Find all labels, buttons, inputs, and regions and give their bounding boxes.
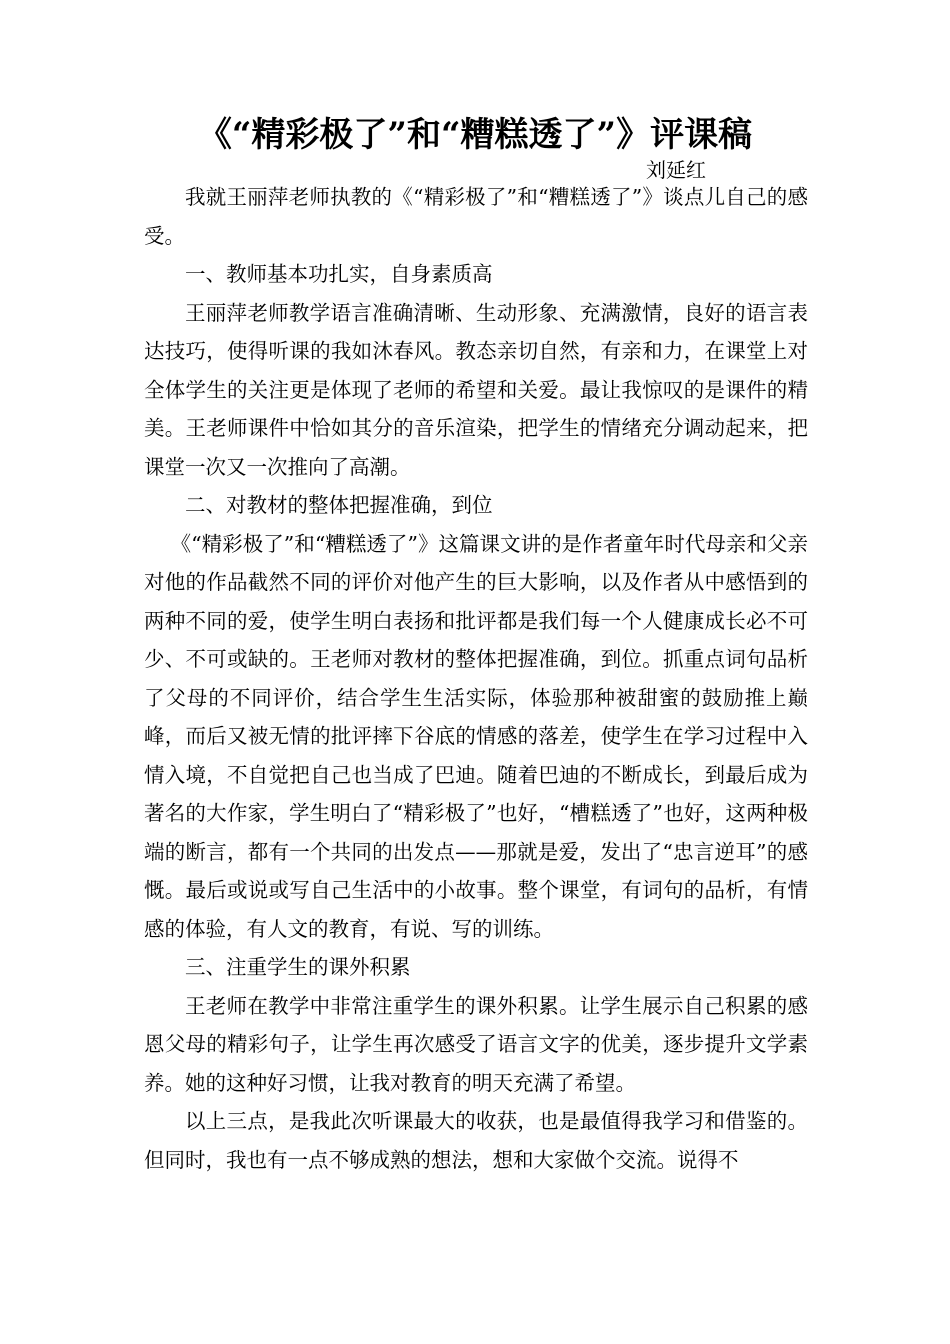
document-title: 《“精彩极了”和“糟糕透了”》评课稿 bbox=[197, 115, 753, 155]
section-heading-1: 一、教师基本功扎实，自身素质高 bbox=[185, 262, 493, 286]
section-heading-3: 三、注重学生的课外积累 bbox=[185, 955, 411, 979]
paragraph-intro: 我就王丽萍老师执教的《“精彩极了”和“糟糕透了”》谈点儿自己的感受。 bbox=[144, 185, 808, 248]
section-heading-2: 二、对教材的整体把握准确，到位 bbox=[185, 493, 493, 517]
author-name: 刘延红 bbox=[646, 158, 706, 182]
paragraph-conclusion: 以上三点，是我此次听课最大的收获，也是最值得我学习和借鉴的。但同时，我也有一点不够成熟的想法，想和大家做个交流。说得不 bbox=[144, 1109, 808, 1172]
document-body bbox=[144, 178, 808, 1179]
paragraph-section-2: 《“精彩极了”和“糟糕透了”》这篇课文讲的是作者童年时代母亲和父亲对他的作品截然不同的评价对他产生的巨大影响，以及作者从中感悟到的两种不同的爱，使学生明白表扬和批评都是我们每一个人健康成长必不可少、不可或缺的。王老师对教材的整体把握准确，到位。抓重点词句品析了父母的不同评价，结合学生生活实际，体验那种被甜蜜的鼓励推上巅峰，而后又被无情的批评摔下谷底的情感的落差，使学生在学习过程中入情入境，不自觉把自己也当成了巴迪。随着巴迪的不断成长，到最后成为著名的大作家，学生明白了“精彩极了”也好，“槽糕透了”也好，这两种极端的断言，都有一个共同的出发点——那就是爱，发出了“忠言逆耳”的感慨。最后或说或写自己生活中的小故事。整个课堂，有词句的品析，有情感的体验，有人文的教育，有说、写的训练。 bbox=[144, 531, 808, 941]
paragraph-section-1: 王丽萍老师教学语言准确清晰、生动形象、充满激情，良好的语言表达技巧，使得听课的我如沐春风。教态亲切自然，有亲和力，在课堂上对全体学生的关注更是体现了老师的希望和关爱。最让我惊叹的是课件的精美。王老师课件中恰如其分的音乐渲染，把学生的情绪充分调动起来，把课堂一次又一次推向了高潮。 bbox=[144, 300, 808, 479]
paragraph-section-3: 王老师在教学中非常注重学生的课外积累。让学生展示自己积累的感恩父母的精彩句子，让学生再次感受了语言文字的优美，逐步提升文学素养。她的这种好习惯，让我对教育的明天充满了希望。 bbox=[144, 993, 808, 1095]
